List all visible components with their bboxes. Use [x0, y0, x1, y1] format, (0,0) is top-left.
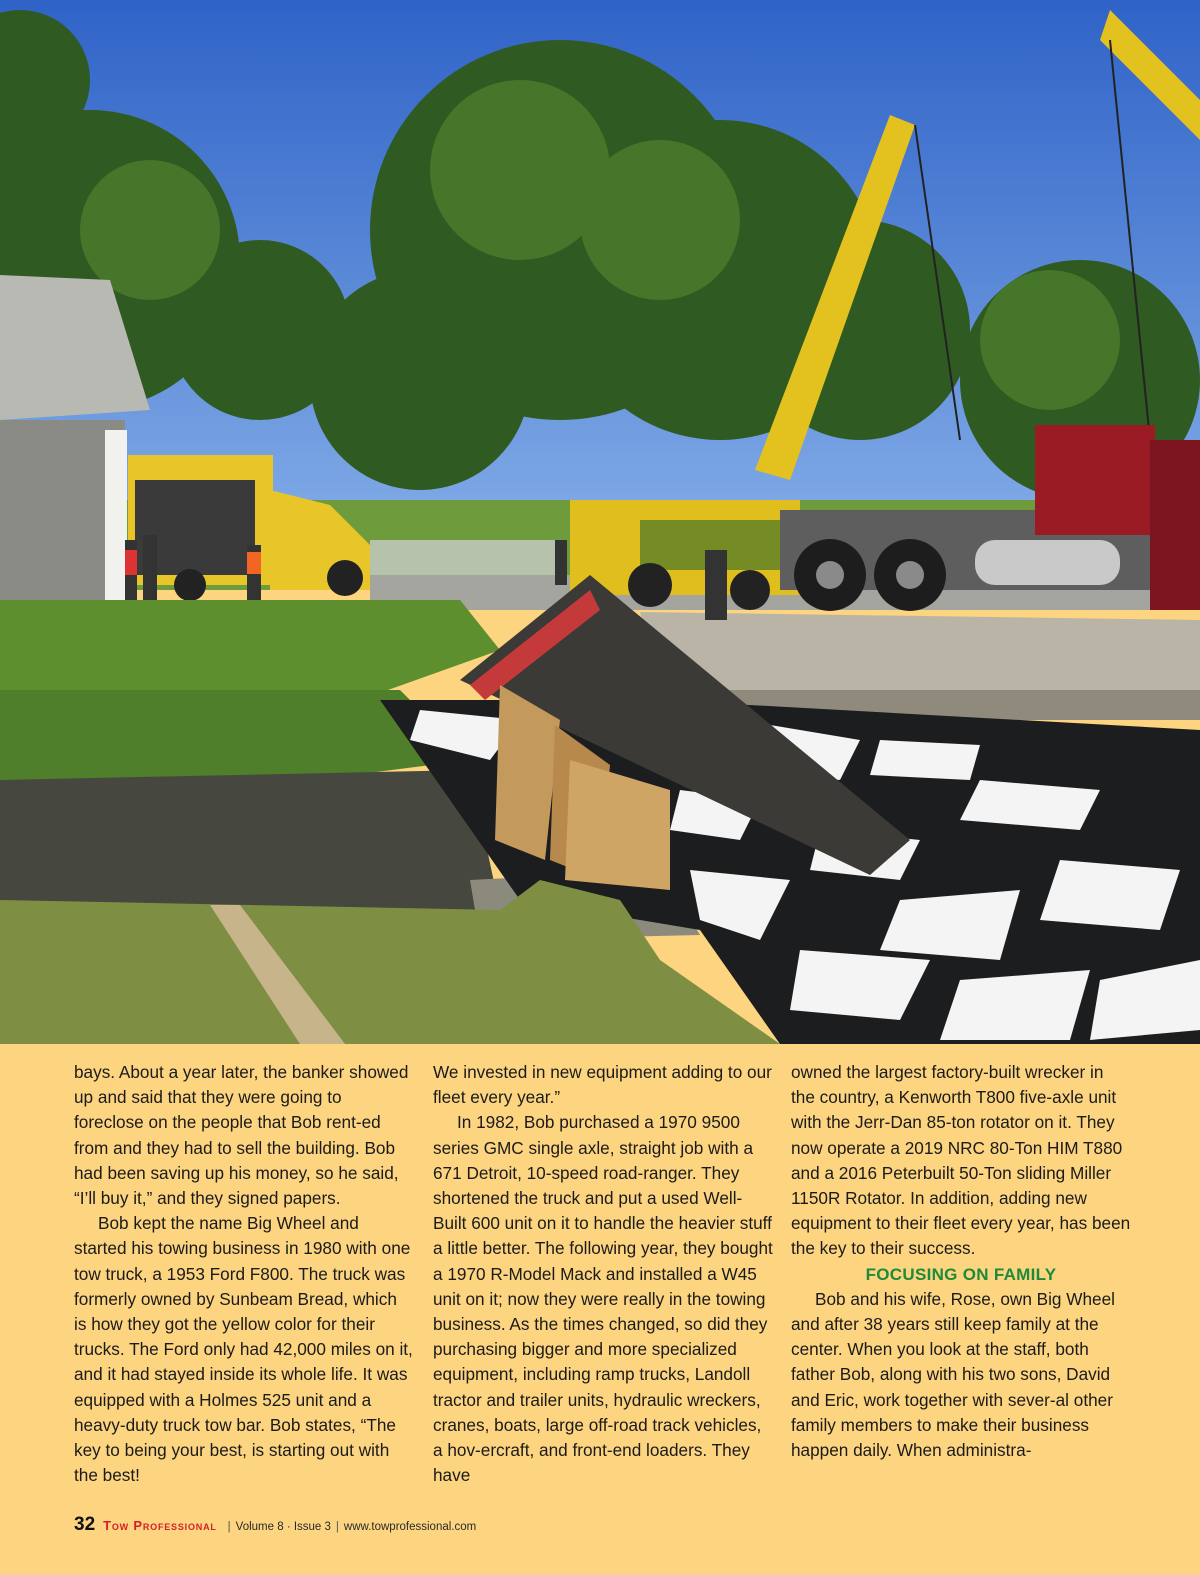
paragraph: owned the largest factory-built wrecker in the country, a Kenworth T800 five-axle unit with the Jerr-Dan 85-ton rotator on it. They now operate a 2019 NRC 80-Ton HIM T880 and a 2016 Peterbuilt 50-Ton sliding Miller 1150R Rotator. In addition, adding new equipment to their fleet every year, has been the key to their success. — [791, 1062, 1131, 1259]
column-1 — [74, 1060, 414, 1488]
column-2 — [433, 1060, 773, 1488]
paragraph: In 1982, Bob purchased a 1970 9500 series GMC single axle, straight job with a 671 Detroit, 10-speed road-ranger. They shortened the truck and put a used Well-Built 600 unit on it to handle the heavier stuff a little better. The following year, they bought a 1970 R-Model Mack and installed a W45 unit on it; now they were really in the towing business. As the times changed, so did they purchasing bigger and more specialized equipment, including ramp trucks, Landoll tractor and trailer units, hydraulic wreckers, cranes, boats, large off-road track vehicles, a hov-ercraft, and front-end loaders. They have — [433, 1112, 773, 1486]
magazine-title: Tow Professional — [103, 1518, 217, 1533]
section-subhead: FOCUSING ON FAMILY — [865, 1264, 1057, 1284]
paragraph: We invested in new equipment adding to our fleet every year.” — [433, 1062, 772, 1108]
website-link[interactable]: www.towprofessional.com — [343, 1521, 477, 1533]
page-footer — [74, 1514, 476, 1540]
page-number: 32 — [74, 1514, 96, 1535]
paragraph: bays. About a year later, the banker showed up and said that they were going to foreclose on the people that Bob rent-ed from and they had to sell the building. Bob had been saving up his money, so he said, “I’ll buy it,” and they signed papers. — [74, 1062, 409, 1209]
footer-separator: | — [335, 1521, 339, 1533]
paragraph: Bob and his wife, Rose, own Big Wheel and after 38 years still keep family at the center. When you look at the staff, both father Bob, along with his two sons, David and Eric, work together with sever-al other family members to make their business happen daily. When administra- — [791, 1288, 1115, 1461]
column-3 — [791, 1060, 1131, 1463]
article-body — [74, 1060, 1134, 1500]
paragraph: Bob kept the name Big Wheel and started his towing business in 1980 with one tow truck, a 1953 Ford F800. The truck was formerly owned by Sunbeam Bread, which is how they got the yellow color for their trucks. The Ford only had 42,000 miles on it, and it had stayed inside its whole life. It was equipped with a Holmes 525 unit and a heavy-duty truck tow bar. Bob states, “The key to being your best, is starting out with the best! — [74, 1213, 413, 1486]
issue-label: Volume 8 · Issue 3 — [235, 1521, 331, 1533]
footer-separator: | — [227, 1521, 231, 1533]
